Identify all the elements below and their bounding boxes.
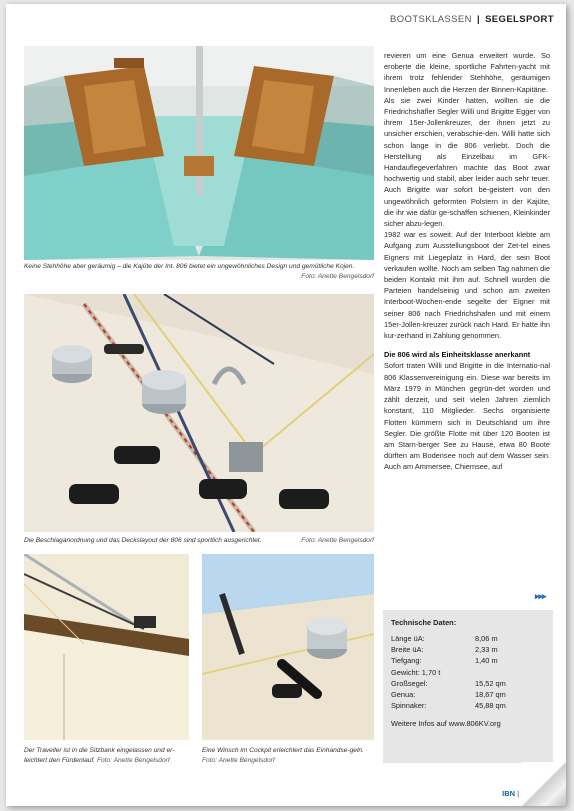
cockpit-winch-image	[202, 554, 374, 740]
page-curl-icon[interactable]	[522, 762, 566, 806]
tech-row	[391, 678, 545, 689]
tech-data-title: Technische Daten:	[391, 618, 457, 627]
tech-more-info-link[interactable]: Weitere Infos auf www.806KV.org	[391, 719, 501, 729]
article-paragraph-2: Als sie zwei Kinder hatten, wollten sie die Friedrichshäfler Segler Willi und Brigitte Egger von ihrem 15er-Jollenkreuzer, der ihnen jetzt zu unsicher erschien, verabschie-den. Willi hatte sich schon lange in die 806 verliebt. Doch die Herstellung als Einzelbau im GFK-Handauflegeverfahren machte das Boot zwar hochwertig und stabil, aber leider auch sehr teuer. Auch Brigitte war sofort be-geistert von den ungewöhnlich geformten Polstern in der Kajüte, die ihr wie dafür ge-schaffen schienen, Kleinkinder sicher abzu-legen.	[384, 95, 550, 229]
tech-row-value: 2,33 m	[475, 645, 498, 655]
tech-row	[391, 655, 545, 666]
article-paragraph-3: 1982 war es soweit. Auf der Interboot klebte am Aufgang zum Ausstellungsboot der Zet-tel eines Eigners mit Liegeplatz in Hard, der sein Boot verkaufen wollte. Noch am selben Tag nahmen die beiden Kontakt mit ihm auf. Schnell wurden die Parteien handelseinig und schon am zweiten Interboot-Wochen-ende segelte der Eigner mit seiner 806 nach Friedrichshafen und mit einem 15er-Jollen-kreuzer zurück nach Hard. Er hatte ihn kur-zerhand in Zahlung genommen.	[384, 230, 550, 341]
caption-cabin	[24, 262, 374, 282]
tech-row-key: Spinnaker:	[391, 701, 427, 711]
tech-row-key: Länge üA:	[391, 634, 425, 643]
header-separator: |	[476, 14, 481, 25]
caption-cabin-credit: Foto: Anette Bengelsdorf	[301, 273, 374, 280]
caption-deck-text: Die Beschlaganordnung und das Deckslayout der 806 sind sportlich ausgerichtet.	[24, 537, 262, 544]
tech-row	[391, 689, 545, 700]
caption-traveller-text: Der Traveller ist in die Sitzbank eingelassen und er-leichtert den Fürdenlauf.	[24, 747, 175, 764]
photo-deck-fittings	[24, 294, 374, 532]
section-header	[390, 14, 554, 25]
ibn-logo: IBN	[502, 789, 516, 798]
caption-deck-credit: Foto: Anette Bengelsdorf	[301, 537, 374, 544]
tech-row	[391, 667, 545, 678]
caption-deck	[24, 536, 374, 546]
tech-row-value: 18,67 qm	[475, 689, 506, 699]
magazine-page	[6, 4, 566, 806]
tech-row-key: Genua:	[391, 689, 416, 699]
article-column	[384, 50, 550, 473]
continue-arrows-icon: ▸▸▸	[535, 591, 546, 601]
tech-row-key: Großsegel:	[391, 678, 428, 688]
subsection-label: SEGELSPORT	[485, 14, 554, 25]
tech-row	[391, 633, 545, 644]
tech-row	[391, 700, 545, 711]
tech-row-value: 1,40 m	[475, 656, 498, 666]
tech-data-box	[383, 610, 553, 763]
photo-cockpit-winch	[202, 554, 374, 740]
section-label: BOOTSKLASSEN	[390, 14, 472, 25]
traveller-image	[24, 554, 189, 740]
tech-row	[391, 644, 545, 655]
cabin-interior-image	[24, 46, 374, 260]
footer-separator: |	[517, 789, 520, 798]
article-paragraph-4: Sofort traten Willi und Brigitte in die Internatio-nal 806 Klassenvereinigung ein. Diese war bereits im März 1979 in München gegrün-det worden und zählt derzeit, und seit vielen Jahren ziemlich konstant, 110 Mitglieder. Sechs organisierte Flotten kümmern sich in Deutschland um ihre Segler. Die größte Flotte mit über 120 Booten ist am Starn-berger See zu Hause, etwa 80 Boote dürften am Bodensee noch auf dem Wasser sein. Auch am Ammersee, Chiemsee, auf	[384, 361, 550, 472]
tech-row-value: 8,06 m	[475, 634, 498, 643]
article-subheading: Die 806 wird als Einheitsklasse anerkannt	[384, 350, 531, 360]
caption-traveller	[24, 746, 194, 766]
tech-row-key: Breite üA:	[391, 645, 424, 655]
caption-winch	[202, 746, 374, 766]
tech-row-key: Tiefgang:	[391, 656, 422, 666]
article-paragraph-1: revieren um eine Genua erweitert wurde. So eroberte die kleine, sportliche Fahrten-yacht mit ihrem trotz fehlender Stehhöhe, geräumigen Innenleben auch die Herzen der Binnen-Kapitäne.	[384, 51, 550, 94]
caption-winch-credit: Foto: Anette Bengelsdorf	[202, 757, 275, 764]
tech-row-value: 45,88 qm	[475, 701, 506, 711]
tech-row-key: Gewicht: 1,70 t	[391, 667, 441, 677]
caption-winch-text: Eine Winsch im Cockpit erleichtert das Einhandse-geln.	[202, 747, 364, 754]
caption-cabin-text: Keine Stehhöhe aber geräumig – die Kajüte der Int. 806 bietet ein ungewöhnliches Design und gemütliche Kojen.	[24, 263, 355, 270]
deck-fittings-image	[24, 294, 374, 532]
tech-row-value: 15,52 qm	[475, 678, 506, 688]
photo-traveller	[24, 554, 189, 740]
caption-traveller-credit: Foto: Anette Bengelsdorf	[96, 757, 170, 764]
photo-cabin-interior	[24, 46, 374, 260]
